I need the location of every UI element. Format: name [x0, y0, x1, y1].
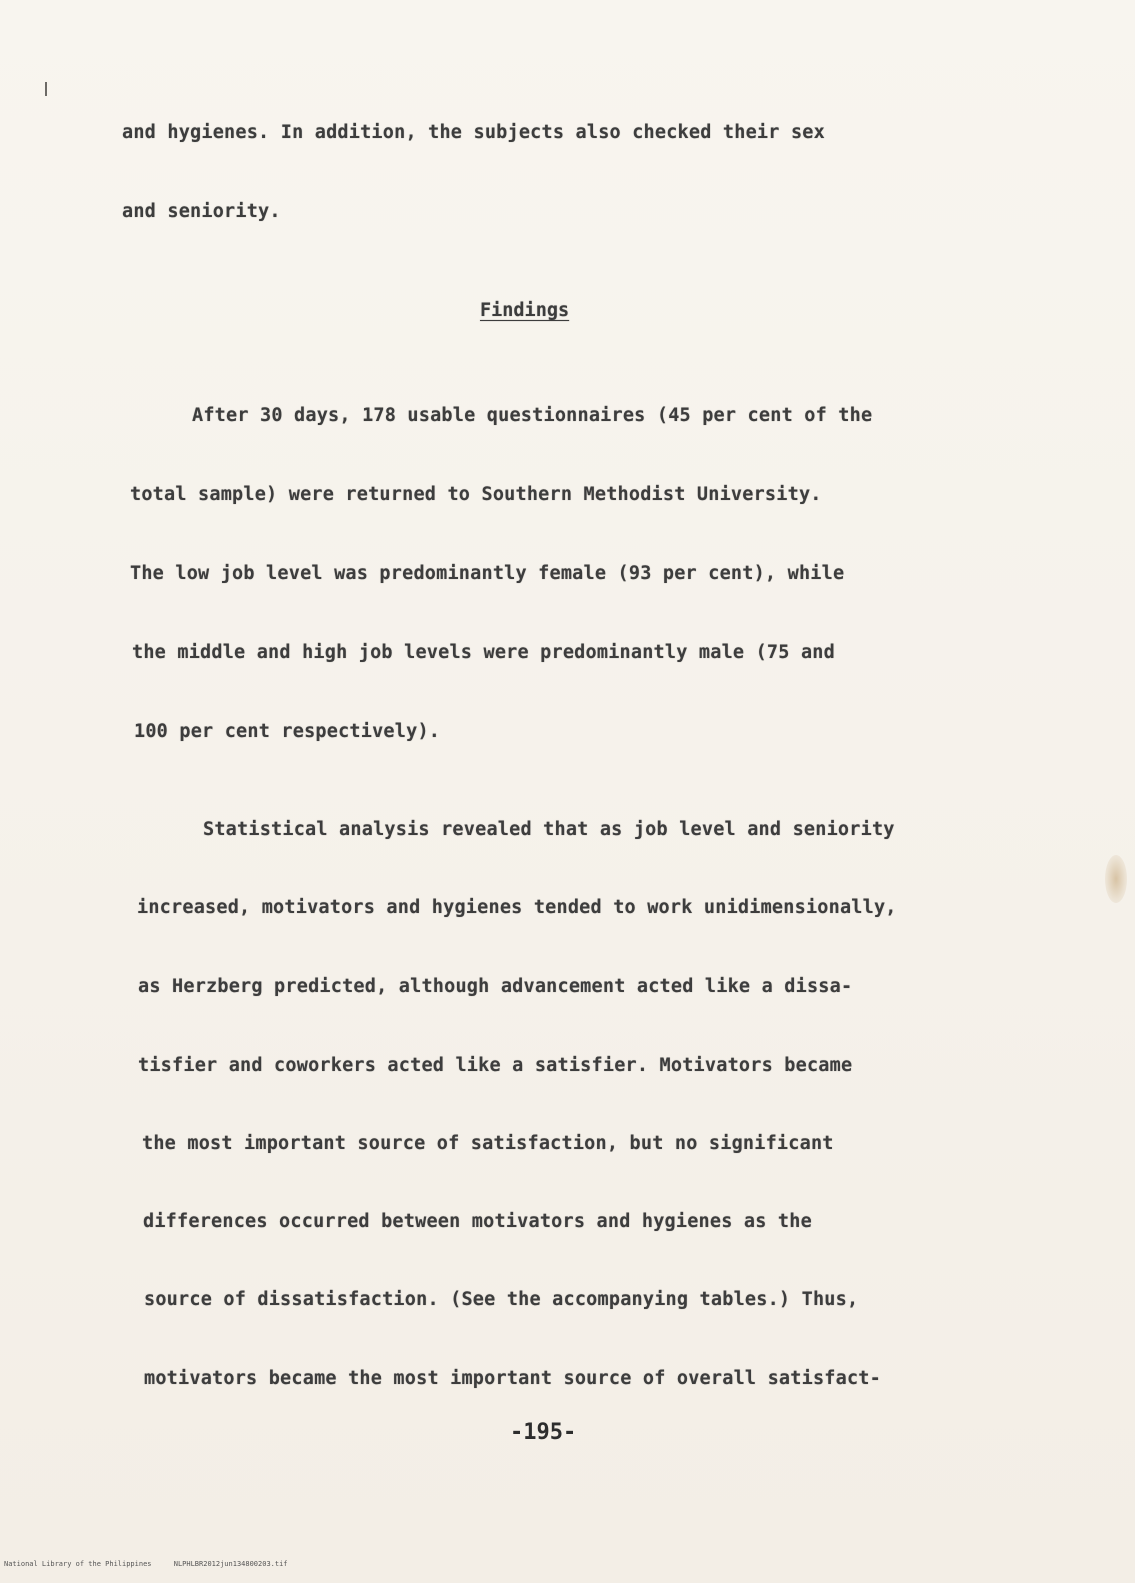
paragraph-2-line-5: 100 per cent respectively). [134, 721, 441, 742]
section-heading: Findings [480, 300, 570, 321]
paragraph-3-line-4: tisfier and coworkers acted like a satisfier. Motivators became [138, 1055, 853, 1076]
paragraph-1-line-1: and hygienes. In addition, the subjects also checked their sex [122, 122, 825, 143]
paragraph-2-line-1: After 30 days, 178 usable questionnaires (45 per cent of the [192, 405, 873, 426]
paper-stain [1105, 855, 1127, 903]
margin-mark [45, 82, 47, 96]
paragraph-2-line-2: total sample) were returned to Southern Methodist University. [130, 484, 822, 505]
paragraph-3-line-5: the most important source of satisfaction, but no significant [142, 1133, 834, 1154]
page-number: -195- [510, 1420, 577, 1445]
paragraph-1-line-2: and seniority. [122, 201, 281, 222]
paragraph-2-line-4: the middle and high job levels were predominantly male (75 and [132, 642, 835, 663]
paragraph-3-line-2: increased, motivators and hygienes tended to work unidimensionally, [137, 897, 897, 918]
footer-institution: National Library of the Philippines [4, 1560, 152, 1568]
footer-filename: NLPHLBR2012jun134800203.tif [173, 1560, 288, 1568]
paragraph-2-line-3: The low job level was predominantly female (93 per cent), while [130, 563, 845, 584]
paragraph-3-line-8: motivators became the most important source of overall satisfact- [144, 1368, 881, 1389]
paragraph-3-line-3: as Herzberg predicted, although advancement acted like a dissa- [138, 976, 853, 997]
paragraph-3-line-6: differences occurred between motivators and hygienes as the [143, 1211, 812, 1232]
paragraph-3-line-7: source of dissatisfaction. (See the accompanying tables.) Thus, [144, 1289, 859, 1310]
paragraph-3-line-1: Statistical analysis revealed that as job level and seniority [203, 819, 895, 840]
scan-footer [4, 1560, 306, 1568]
